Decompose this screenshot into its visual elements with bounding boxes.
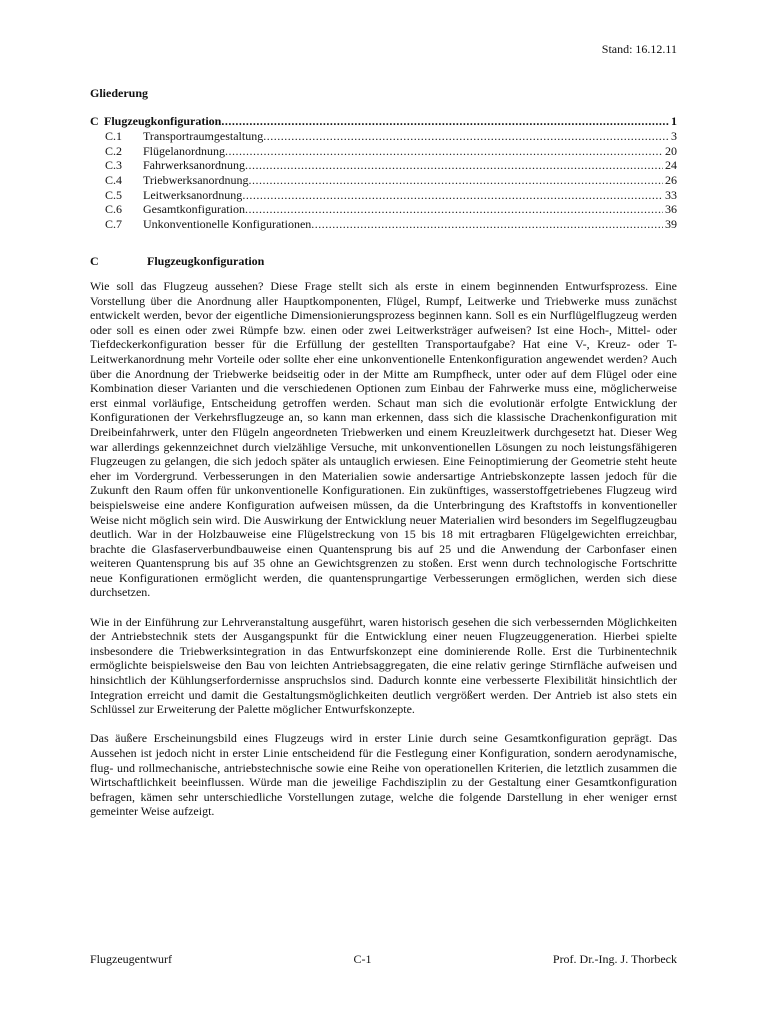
paragraph: Wie soll das Flugzeug aussehen? Diese Frage stellt sich als erste in einem beginnenden Entwurfsprozess. Eine Vorstellung über die Anordnung aller Hauptkomponenten, Flügel, Rumpf, Leitwerke und Triebwerke muss zunächst entwickelt werden, bevor der eigentliche Dimensionierungsprozess beginnen kann. Soll es ein Nurflügelflugzeug werden oder soll es einen oder zwei Rümpfe bzw. einen oder zwei Leitwerksträger aufweisen? Ist eine Hoch-, Mittel- oder Tiefdeckerkonfiguration besser für die Erfüllung der gestellten Transportaufgabe? Hat eine V-, Kreuz- oder T-Leitwerkanordnung mehr Vorteile oder sollte eher eine unkonventionelle Entenkonfiguration angewendet werden? Auch über die Anordnung der Triebwerke beidseitig oder in der Mitte am Rumpfheck, unter oder auf dem Flügel oder eine Kombination dieser Varianten und die verschiedenen Optionen zum Einbau der Fahrwerke muss eine, möglicherweise erst einmal vorläufige, Entscheidung getroffen werden. Schaut man sich die evolutionär erfolgte Entwicklung der Konfigurationen der Verkehrsflugzeuge an, so kann man erkennen, dass sich die klassische Drachenkonfiguration mit Dreibeinfahrwerk, unter den Flügeln angeordneten Triebwerken und einem Kreuzleitwerk durchgesetzt hat. Dieser Weg war allerdings gekennzeichnet durch vielzählige Versuche, mit unkonventionellen Lösungen zu noch leistungsfähigeren Flugzeugen zu gelangen, die sich jedoch später als untauglich erwiesen. Eine Feinoptimierung der Geometrie steht heute eher im Vordergrund. Verbesserungen in den Materialien sowie andersartige Antriebskonzepte lassen jedoch für die Zukunft den Raum offen für unkonventionelle Konfigurationen. Ein zukünftiges, wasserstoffgetriebenes Flugzeug wird beispielsweise eine andere Konfiguration aufweisen müssen, da die Unterbringung des Kraftstoffs in konventioneller Weise nicht möglich sein wird. Die Auswirkung der Entwicklung neuer Materialien wird besonders im Segelflugzeugbau deutlich. War in der Holzbauweise eine Flügelstreckung von 15 bis 18 mit ertragbaren Flügelgewichten erreichbar, brachte die Glasfaserverbundbauweise einen Quantensprung bis auf 25 und die Anwendung der Carbonfaser einen weiteren Quantensprung bis auf 35 ohne an Gewichtsgrenzen zu stoßen. Erst wenn durch technologische Fortschritte neue Konfigurationen ermöglicht werden, die quantensprungartige Verbesserungen ermöglichen, werden sich diese durchsetzen. [90,279,677,600]
toc-title: Transportraumgestaltung [143,129,264,144]
toc-entry[interactable] [90,129,677,144]
toc-title: Fahrwerksanordnung [143,158,245,173]
body-text [90,279,677,834]
toc-leader [221,114,669,129]
toc-page-number: 36 [665,202,677,217]
footer-page-number: C-1 [353,952,372,966]
toc-page-number: 26 [665,172,677,187]
revision-date: Stand: 16.12.11 [601,42,677,56]
toc-title: Flügelanordnung [143,143,225,158]
paragraph: Das äußere Erscheinungsbild eines Flugzeugs wird in erster Linie durch seine Gesamtkonfiguration geprägt. Das Aussehen ist jedoch nicht in erster Linie entscheidend für die Festlegung einer Konfiguration, sondern aerodynamische, flug- und rollmechanische, antriebstechnische sowie eine Reihe von operationellen Kriterien, die letztlich zusammen die Wirtschaftlichkeit beeinflussen. Würde man die jeweilige Fachdisziplin zu der Gestaltung einer Gesamtkonfiguration befragen, kämen sehr unterschiedliche Vorstellungen zutage, welche die folgende Darstellung in eher weniger ernst gemeinter Weise aufzeigt. [90,731,677,819]
toc-entry[interactable] [90,217,677,232]
toc-number: C [90,114,99,128]
toc-leader [245,202,663,217]
section-title: Flugzeugkonfiguration [147,254,265,268]
toc-entry[interactable] [90,173,677,188]
toc-leader [249,173,663,188]
toc-entry[interactable] [90,188,677,203]
toc-page-number: 39 [665,216,677,231]
toc-title: Unkonventionelle Konfigurationen [143,216,312,231]
toc-page-number: 24 [665,158,677,173]
toc-leader [242,188,663,203]
toc-number: C.3 [105,158,123,173]
toc-page-number: 3 [671,129,677,144]
toc-entry[interactable] [90,144,677,159]
toc-leader [311,217,663,232]
toc-entry[interactable] [90,202,677,217]
toc-number: C.2 [105,143,123,158]
section-heading [90,254,264,269]
toc-number: C.7 [105,216,123,231]
toc-title: Triebwerksanordnung [143,172,249,187]
toc-page-number: 33 [665,187,677,202]
toc-title: Leitwerksanordnung [143,187,243,202]
toc-leader [225,144,663,159]
toc-number: C.6 [105,202,123,217]
toc-leader [245,158,663,173]
toc-number: C.4 [105,172,123,187]
table-of-contents [90,114,677,231]
toc-entry[interactable] [90,158,677,173]
section-number: C [90,254,99,268]
toc-title: Gesamtkonfiguration [143,202,245,217]
toc-leader [263,129,669,144]
paragraph: Wie in der Einführung zur Lehrveranstaltung ausgeführt, waren historisch gesehen die sich verbessernden Möglichkeiten der Antriebstechnik stets der Ausgangspunkt für die Entwicklung einer neuen Flugzeuggeneration. Hierbei spielte insbesondere die Triebwerksintegration in das Entwurfskonzept eine dominierende Rolle. Erst die Turbinentechnik ermöglichte beispielsweise den Bau von leichten Antriebsaggregaten, die eine relativ geringe Stirnfläche aufweisen und hinsichtlich der Kühlungserfordernisse anspruchslos sind. Dadurch konnte eine verbesserte Flexibilität hinsichtlich der Integration erreicht und damit die Gestaltungsmöglichkeiten deutlich vergrößert werden. Der Antrieb ist also stets ein Schlüssel zur Erweiterung der Palette möglicher Entwurfskonzepte. [90,614,677,717]
toc-entry-main[interactable] [90,114,677,129]
toc-number: C.1 [105,129,123,144]
outline-heading: Gliederung [90,86,149,100]
footer-course-name: Flugzeugentwurf [90,952,172,966]
toc-title: Flugzeugkonfiguration [104,114,222,128]
toc-page-number: 1 [671,114,677,128]
page-footer [90,952,677,967]
toc-number: C.5 [105,187,123,202]
footer-author: Prof. Dr.-Ing. J. Thorbeck [552,952,677,966]
toc-page-number: 20 [665,143,677,158]
